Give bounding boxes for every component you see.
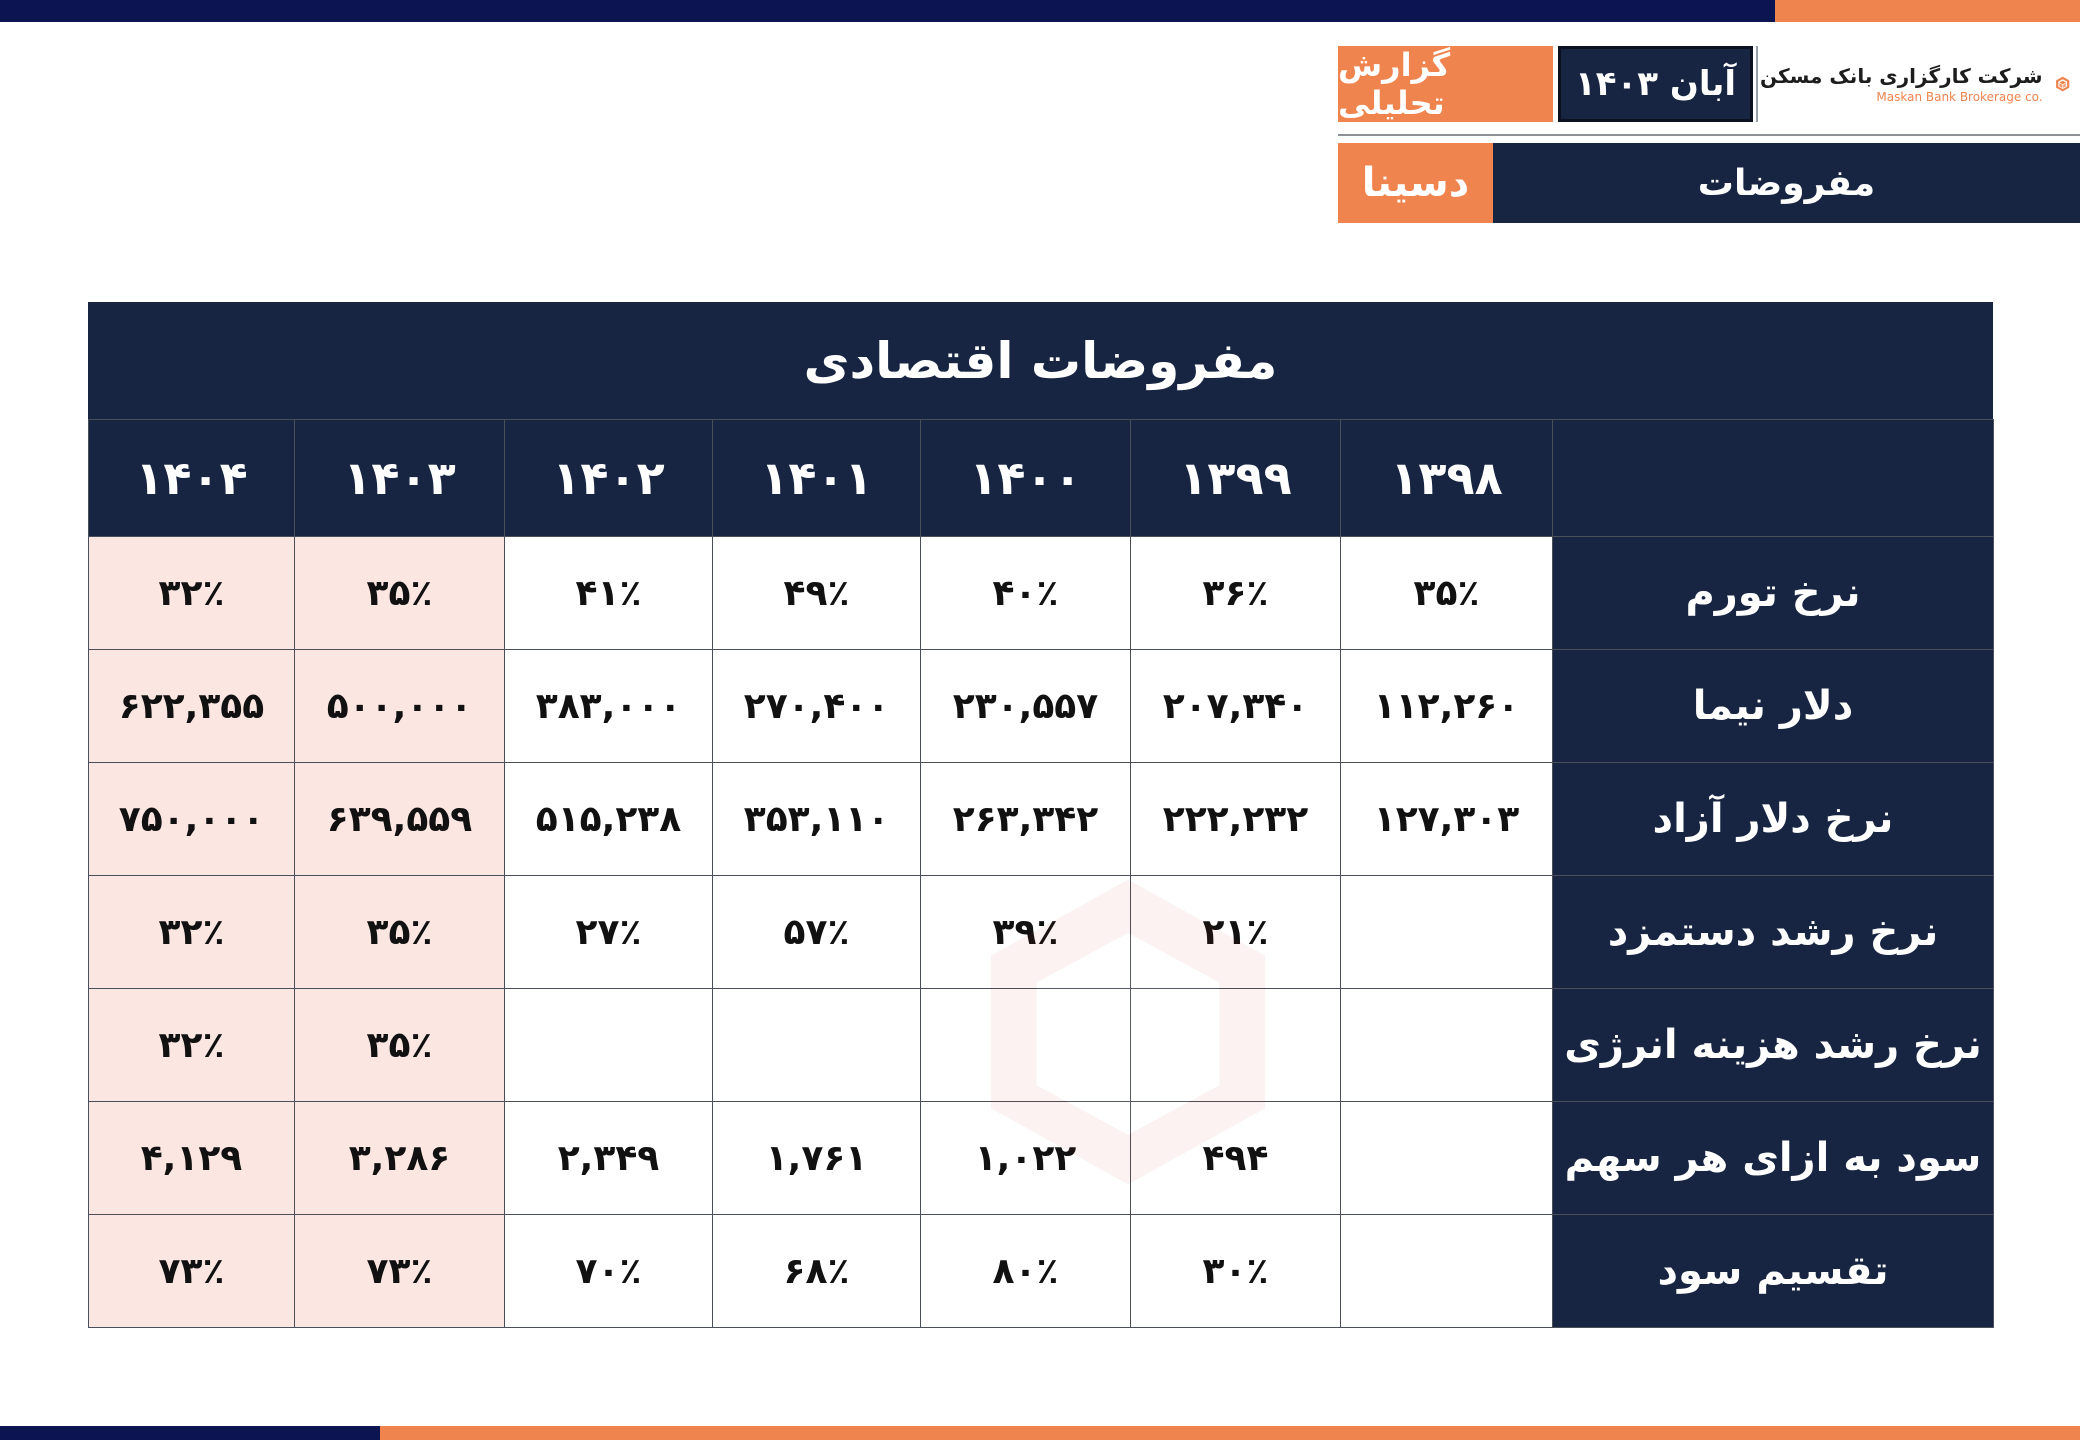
- table-cell: ۲,۳۴۹: [505, 1102, 713, 1215]
- table-header-row: [89, 420, 1994, 537]
- table-cell: ۲۷۰,۴۰۰: [713, 650, 921, 763]
- table-cell: ۲۱٪: [1131, 876, 1341, 989]
- table-cell: [1341, 989, 1553, 1102]
- table-cell: ۳۵٪: [295, 537, 505, 650]
- table-cell: ۱۱۲,۲۶۰: [1341, 650, 1553, 763]
- table-cell: ۶۳۹,۵۵۹: [295, 763, 505, 876]
- table-row: [89, 537, 1994, 650]
- year-header: ۱۴۰۴: [89, 420, 295, 537]
- table-cell: ۳۵٪: [1341, 537, 1553, 650]
- top-accent-bar-navy: [0, 0, 1775, 22]
- economic-assumptions-table-panel: [88, 302, 1993, 1324]
- table-cell: ۳۶٪: [1131, 537, 1341, 650]
- table-cell: ۷۳٪: [295, 1215, 505, 1328]
- table-cell: ۳۲٪: [89, 876, 295, 989]
- table-cell: [505, 989, 713, 1102]
- logo-divider: [1756, 46, 1758, 122]
- table-cell: ۵۷٪: [713, 876, 921, 989]
- table-cell: ۲۲۲,۲۳۲: [1131, 763, 1341, 876]
- bottom-accent-bar-orange: [380, 1426, 2080, 1440]
- table-cell: ۳۲٪: [89, 537, 295, 650]
- logo-text: [1760, 64, 2043, 104]
- table-cell: ۱,۰۲۲: [921, 1102, 1131, 1215]
- year-header: ۱۴۰۱: [713, 420, 921, 537]
- table-row: [89, 763, 1994, 876]
- table-cell: [1341, 876, 1553, 989]
- table-row: [89, 1102, 1994, 1215]
- table-cell: ۷۰٪: [505, 1215, 713, 1328]
- table-cell: ۳۲٪: [89, 989, 295, 1102]
- table-cell: ۴۹۴: [1131, 1102, 1341, 1215]
- table-cell: ۸۰٪: [921, 1215, 1131, 1328]
- table-cell: ۱,۷۶۱: [713, 1102, 921, 1215]
- table-title: مفروضات اقتصادی: [88, 302, 1993, 419]
- company-name-badge: دسینا: [1338, 143, 1493, 223]
- table-cell: ۴,۱۲۹: [89, 1102, 295, 1215]
- table-row: [89, 650, 1994, 763]
- year-header: ۱۳۹۸: [1341, 420, 1553, 537]
- table-cell: ۳۵۳,۱۱۰: [713, 763, 921, 876]
- table-row: [89, 876, 1994, 989]
- year-header: ۱۴۰۳: [295, 420, 505, 537]
- table-cell: ۴۱٪: [505, 537, 713, 650]
- table-cell: ۱۲۷,۳۰۳: [1341, 763, 1553, 876]
- table-cell: ۴۹٪: [713, 537, 921, 650]
- year-header: ۱۴۰۰: [921, 420, 1131, 537]
- logo-name-fa: شرکت کارگزاری بانک مسکن: [1760, 64, 2043, 88]
- table-cell: [1341, 1102, 1553, 1215]
- table-cell: [921, 989, 1131, 1102]
- table-cell: ۲۳۰,۵۵۷: [921, 650, 1131, 763]
- table-cell: ۶۸٪: [713, 1215, 921, 1328]
- report-type-badge: گزارش تحلیلی: [1338, 46, 1553, 122]
- row-label: نرخ رشد دستمزد: [1553, 876, 1994, 989]
- table-cell: ۵۰۰,۰۰۰: [295, 650, 505, 763]
- table-cell: ۳۵٪: [295, 989, 505, 1102]
- report-date-badge: آبان ۱۴۰۳: [1558, 46, 1753, 122]
- table-row: [89, 989, 1994, 1102]
- company-logo: [1760, 40, 2070, 128]
- row-label: نرخ تورم: [1553, 537, 1994, 650]
- bottom-accent-bar-navy: [0, 1426, 380, 1440]
- row-label: دلار نیما: [1553, 650, 1994, 763]
- table-cell: [1341, 1215, 1553, 1328]
- assumptions-table: [88, 419, 1994, 1328]
- section-title: مفروضات: [1493, 143, 2080, 223]
- table-cell: ۵۱۵,۲۳۸: [505, 763, 713, 876]
- row-label: سود به ازای هر سهم: [1553, 1102, 1994, 1215]
- cube-logo-icon: [2055, 40, 2070, 128]
- table-cell: ۳۸۳,۰۰۰: [505, 650, 713, 763]
- table-cell: ۲۷٪: [505, 876, 713, 989]
- table-cell: ۲۶۳,۳۴۲: [921, 763, 1131, 876]
- year-header: ۱۳۹۹: [1131, 420, 1341, 537]
- row-label: نرخ دلار آزاد: [1553, 763, 1994, 876]
- logo-name-en: Maskan Bank Brokerage co.: [1876, 90, 2043, 104]
- row-label-header: [1553, 420, 1994, 537]
- table-cell: ۳,۲۸۶: [295, 1102, 505, 1215]
- table-cell: ۷۵۰,۰۰۰: [89, 763, 295, 876]
- row-label: نرخ رشد هزینه انرژی: [1553, 989, 1994, 1102]
- table-cell: ۳۰٪: [1131, 1215, 1341, 1328]
- table-cell: ۷۳٪: [89, 1215, 295, 1328]
- table-cell: ۲۰۷,۳۴۰: [1131, 650, 1341, 763]
- table-cell: ۶۲۲,۳۵۵: [89, 650, 295, 763]
- header-divider: [1338, 134, 2080, 136]
- year-header: ۱۴۰۲: [505, 420, 713, 537]
- table-cell: ۴۰٪: [921, 537, 1131, 650]
- table-cell: [1131, 989, 1341, 1102]
- table-cell: [713, 989, 921, 1102]
- table-cell: ۳۵٪: [295, 876, 505, 989]
- table-cell: ۳۹٪: [921, 876, 1131, 989]
- row-label: تقسیم سود: [1553, 1215, 1994, 1328]
- top-accent-bar-orange: [1775, 0, 2080, 22]
- table-row: [89, 1215, 1994, 1328]
